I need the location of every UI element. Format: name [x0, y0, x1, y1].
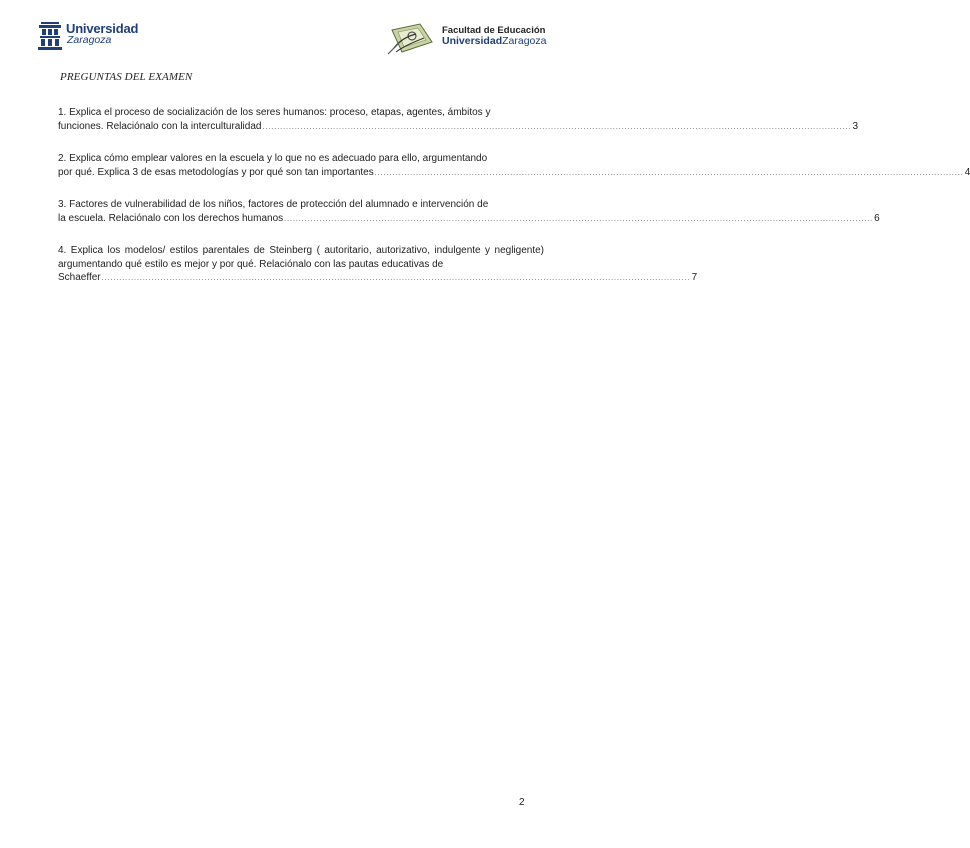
toc-entry-text: 1. Explica el proceso de socialización de los seres humanos: proceso, etapas, agentes, ámbitos y	[58, 107, 491, 118]
toc-page-number: 4	[964, 166, 970, 178]
page-number: 2	[519, 797, 525, 808]
toc-leader-dots: ........................................................................................................................................................................................................	[284, 215, 874, 223]
toc-entry-3[interactable]	[58, 198, 880, 226]
toc-entry-last-text: por qué. Explica 3 de esas metodologías y por qué son tan importantes	[58, 166, 374, 178]
toc-leader-dots: ........................................................................................................................................................................................................	[101, 275, 691, 282]
faculty-university	[442, 36, 546, 48]
toc-entry-1[interactable]	[58, 106, 858, 134]
faculty-logo	[386, 22, 546, 56]
toc-leader-dots: ........................................................................................................................................................................................................	[374, 169, 964, 177]
university-crest-icon	[38, 22, 62, 50]
toc-page-number: 3	[852, 120, 858, 132]
toc-entry-last-text: funciones. Relaciónalo con la interculturalidad	[58, 120, 262, 132]
toc-page-number: 6	[874, 212, 880, 224]
toc-entry-text: 4. Explica los modelos/ estilos parentales de Steinberg ( autoritario, autorizativo, indulgente y negligente) argumentando qué estilo es mejor y por qué. Relaciónalo con las pautas educativas de	[58, 245, 544, 270]
toc-entry-last-line	[58, 166, 970, 181]
toc-entry-4[interactable]	[58, 244, 698, 286]
toc-entry-last-line	[58, 212, 880, 227]
toc-entry-last-text: la escuela. Relaciónalo con los derechos humanos	[58, 212, 284, 224]
toc-entry-last-line	[58, 271, 698, 286]
faculty-name: Facultad de Educación	[442, 25, 546, 36]
toc-entry-2[interactable]	[58, 152, 970, 180]
toc-page-number: 7	[691, 272, 698, 283]
university-city: Zaragoza	[67, 34, 112, 46]
faculty-emblem-icon	[386, 22, 436, 56]
faculty-university-city: Zaragoza	[502, 35, 547, 48]
university-name: Universidad	[66, 21, 139, 36]
university-logo	[38, 22, 138, 50]
toc-entry-text: 3. Factores de vulnerabilidad de los niños, factores de protección del alumnado e intervención de	[58, 199, 489, 210]
document-title: PREGUNTAS DEL EXAMEN	[60, 71, 193, 83]
toc-entry-text: 2. Explica cómo emplear valores en la escuela y lo que no es adecuado para ello, argumentando	[58, 153, 488, 164]
toc-leader-dots: ........................................................................................................................................................................................................	[262, 123, 852, 131]
faculty-university-name: Universidad	[442, 35, 503, 48]
toc-entry-last-line	[58, 120, 858, 135]
toc-entry-last-text: Schaeffer	[58, 272, 101, 283]
table-of-contents	[58, 106, 970, 304]
page-header	[0, 0, 600, 64]
